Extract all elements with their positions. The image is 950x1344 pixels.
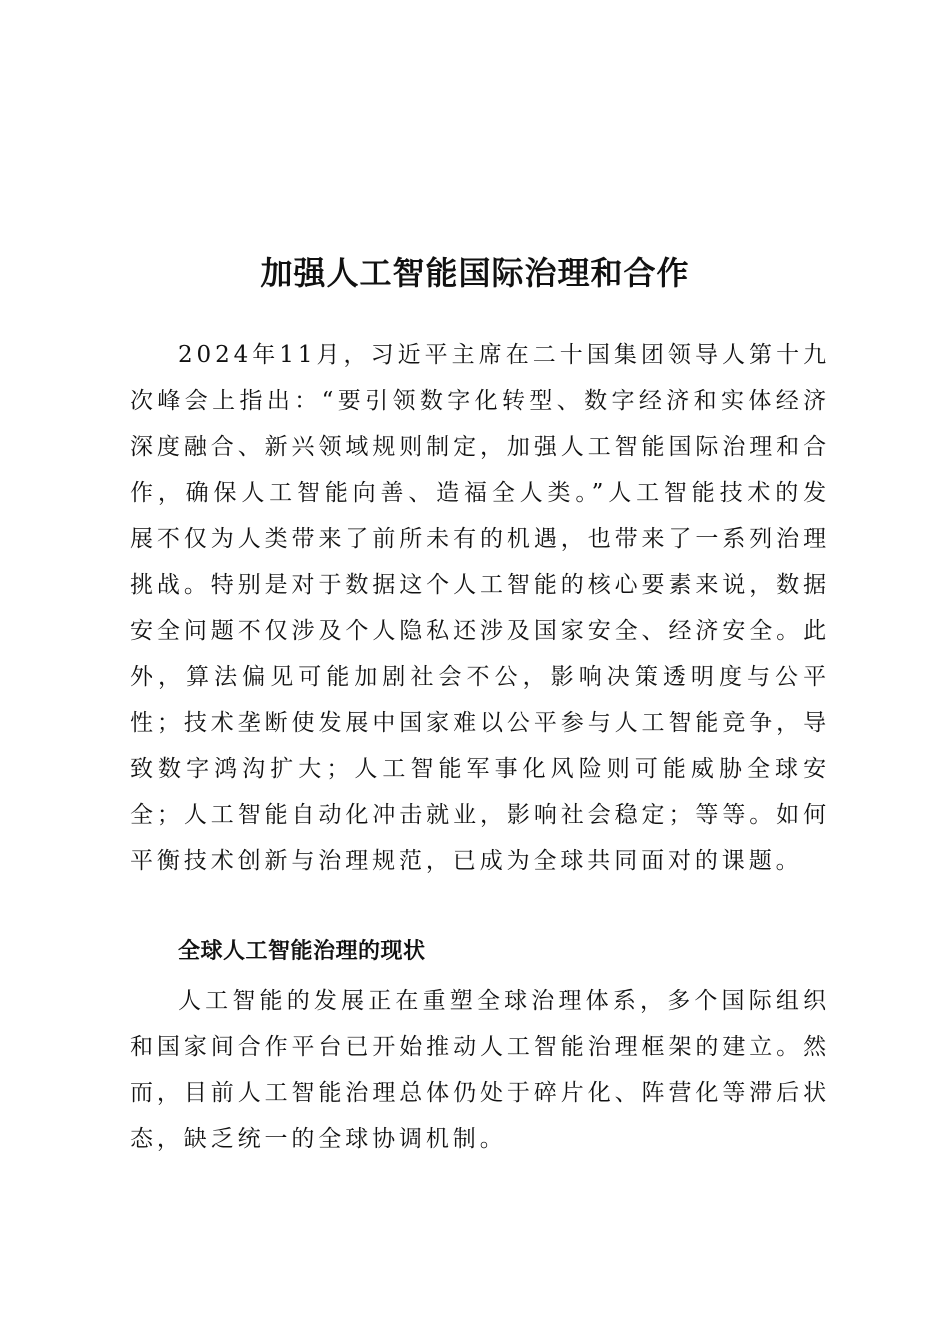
document-title: 加强人工智能国际治理和合作 — [260, 254, 690, 293]
paragraph-status: 人工智能的发展正在重塑全球治理体系，多个国际组织和国家间合作平台已开始推动人工智能治理框架的建立。然而，目前人工智能治理总体仍处于碎片化、阵营化等滞后状态，缺乏统一的全球协调机制。 — [130, 988, 830, 1152]
paragraph-intro: 2024年11月，习近平主席在二十国集团领导人第十九次峰会上指出：“要引领数字化转型、数字经济和实体经济深度融合、新兴领域规则制定，加强人工智能国际治理和合作，确保人工智能向善、造福全人类。”人工智能技术的发展不仅为人类带来了前所未有的机遇，也带来了一系列治理挑战。特别是对于数据这个人工智能的核心要素来说，数据安全问题不仅涉及个人隐私还涉及国家安全、经济安全。此外，算法偏见可能加剧社会不公，影响决策透明度与公平性；技术垄断使发展中国家难以公平参与人工智能竞争，导致数字鸿沟扩大；人工智能军事化风险则可能威胁全球安全；人工智能自动化冲击就业，影响社会稳定；等等。如何平衡技术创新与治理规范，已成为全球共同面对的课题。 — [130, 342, 830, 874]
section-heading: 全球人工智能治理的现状 — [178, 939, 426, 964]
